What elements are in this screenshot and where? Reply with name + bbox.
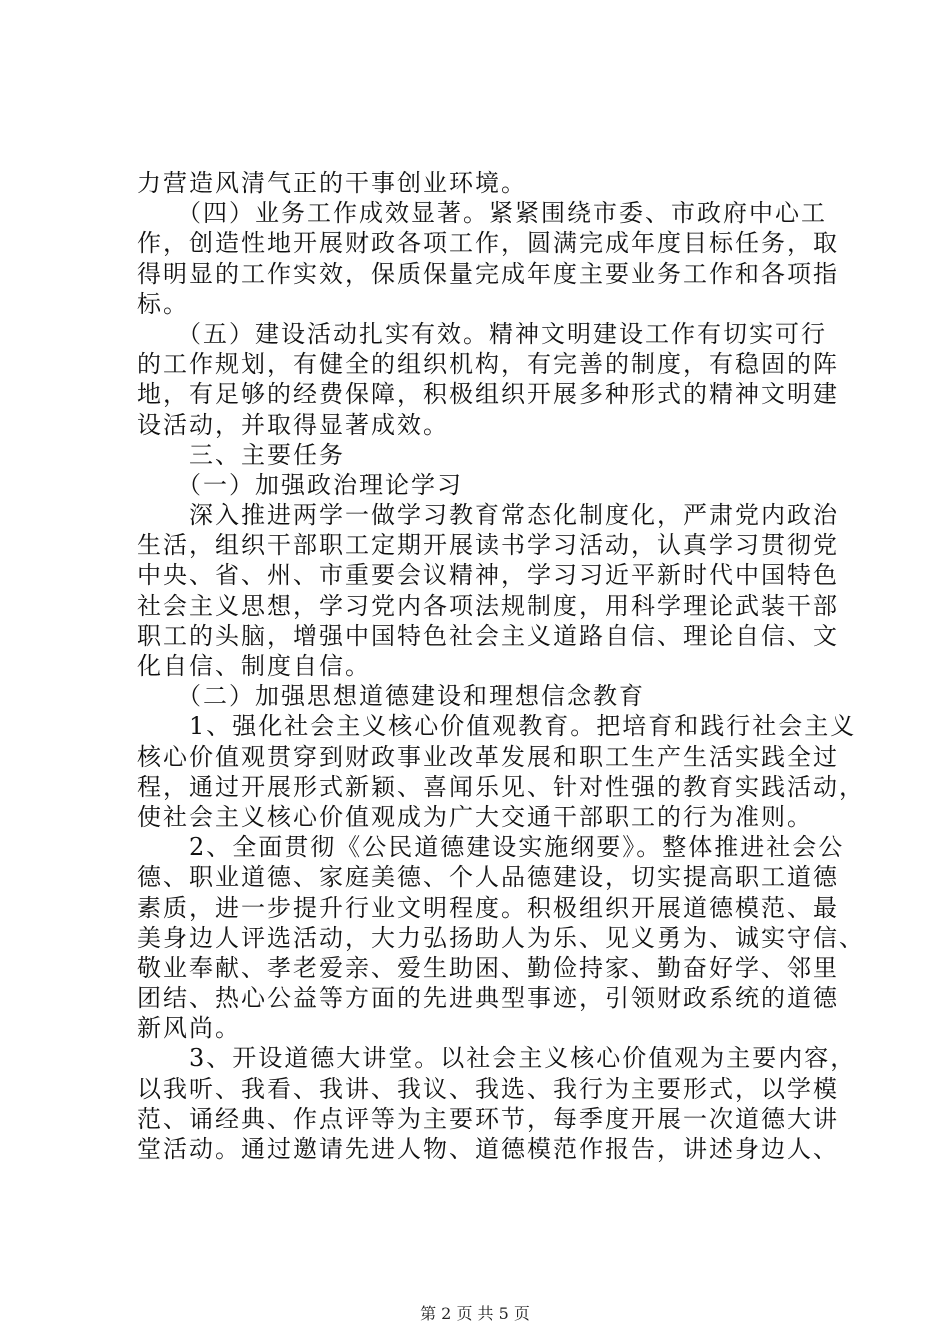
text-line: 职工的头脑，增强中国特色社会主义道路自信、理论自信、文 [137, 621, 839, 650]
text-line: 三、主要任务 [137, 440, 345, 469]
text-line: 力营造风清气正的干事创业环境。 [137, 169, 527, 197]
body-text [137, 168, 865, 1164]
page-footer: 第 2 页 共 5 页 [420, 1304, 530, 1323]
text-line: 设活动，并取得显著成效。 [137, 410, 449, 439]
text-line: 作，创造性地开展财政各项工作，圆满完成年度目标任务，取 [137, 229, 839, 258]
text-line: 程，通过开展形式新颖、喜闻乐见、针对性强的教育实践活动， [137, 772, 865, 801]
text-line: 生活，组织干部职工定期开展读书学习活动，认真学习贯彻党 [137, 531, 839, 560]
text-line: 堂活动。通过邀请先进人物、道德模范作报告，讲述身边人、 [137, 1135, 839, 1163]
text-line: 地，有足够的经费保障，积极组织开展多种形式的精神文明建 [137, 380, 839, 409]
text-line: 使社会主义核心价值观成为广大交通干部职工的行为准则。 [137, 802, 813, 831]
text-line: 3、开设道德大讲堂。以社会主义核心价值观为主要内容， [137, 1044, 857, 1073]
text-line: 素质，进一步提升行业文明程度。积极组织开展道德模范、最 [137, 893, 839, 922]
text-line: 标。 [137, 289, 189, 318]
text-line: 的工作规划，有健全的组织机构，有完善的制度，有稳固的阵 [137, 350, 839, 379]
text-line: 核心价值观贯穿到财政事业改革发展和职工生产生活实践全过 [137, 742, 839, 771]
text-line: 深入推进两学一做学习教育常态化制度化，严肃党内政治 [137, 501, 839, 530]
text-line: 敬业奉献、孝老爱亲、爱生助困、勤俭持家、勤奋好学、邻里 [137, 953, 839, 982]
text-line: （二）加强思想道德建设和理想信念教育 [137, 682, 645, 711]
text-line: 美身边人评选活动，大力弘扬助人为乐、见义勇为、诚实守信、 [137, 923, 865, 952]
text-line: 1、强化社会主义核心价值观教育。把培育和践行社会主义 [137, 712, 857, 741]
text-line: 2、全面贯彻《公民道德建设实施纲要》。整体推进社会公 [137, 833, 845, 862]
text-line: 社会主义思想，学习党内各项法规制度，用科学理论武装干部 [137, 591, 839, 620]
text-line: 团结、热心公益等方面的先进典型事迹，引领财政系统的道德 [137, 984, 839, 1013]
text-line: （四）业务工作成效显著。紧紧围绕市委、市政府中心工 [137, 199, 827, 228]
text-line: 范、诵经典、作点评等为主要环节，每季度开展一次道德大讲 [137, 1104, 839, 1133]
text-line: 以我听、我看、我讲、我议、我选、我行为主要形式，以学模 [137, 1074, 839, 1103]
text-line: （五）建设活动扎实有效。精神文明建设工作有切实可行 [137, 319, 827, 348]
text-line: 德、职业道德、家庭美德、个人品德建设，切实提高职工道德 [137, 863, 839, 892]
text-line: 化自信、制度自信。 [137, 652, 371, 680]
text-line: （一）加强政治理论学习 [137, 470, 463, 499]
text-line: 新风尚。 [137, 1014, 241, 1043]
text-line: 中央、省、州、市重要会议精神，学习习近平新时代中国特色 [137, 561, 839, 590]
text-line: 得明显的工作实效，保质保量完成年度主要业务工作和各项指 [137, 259, 839, 288]
